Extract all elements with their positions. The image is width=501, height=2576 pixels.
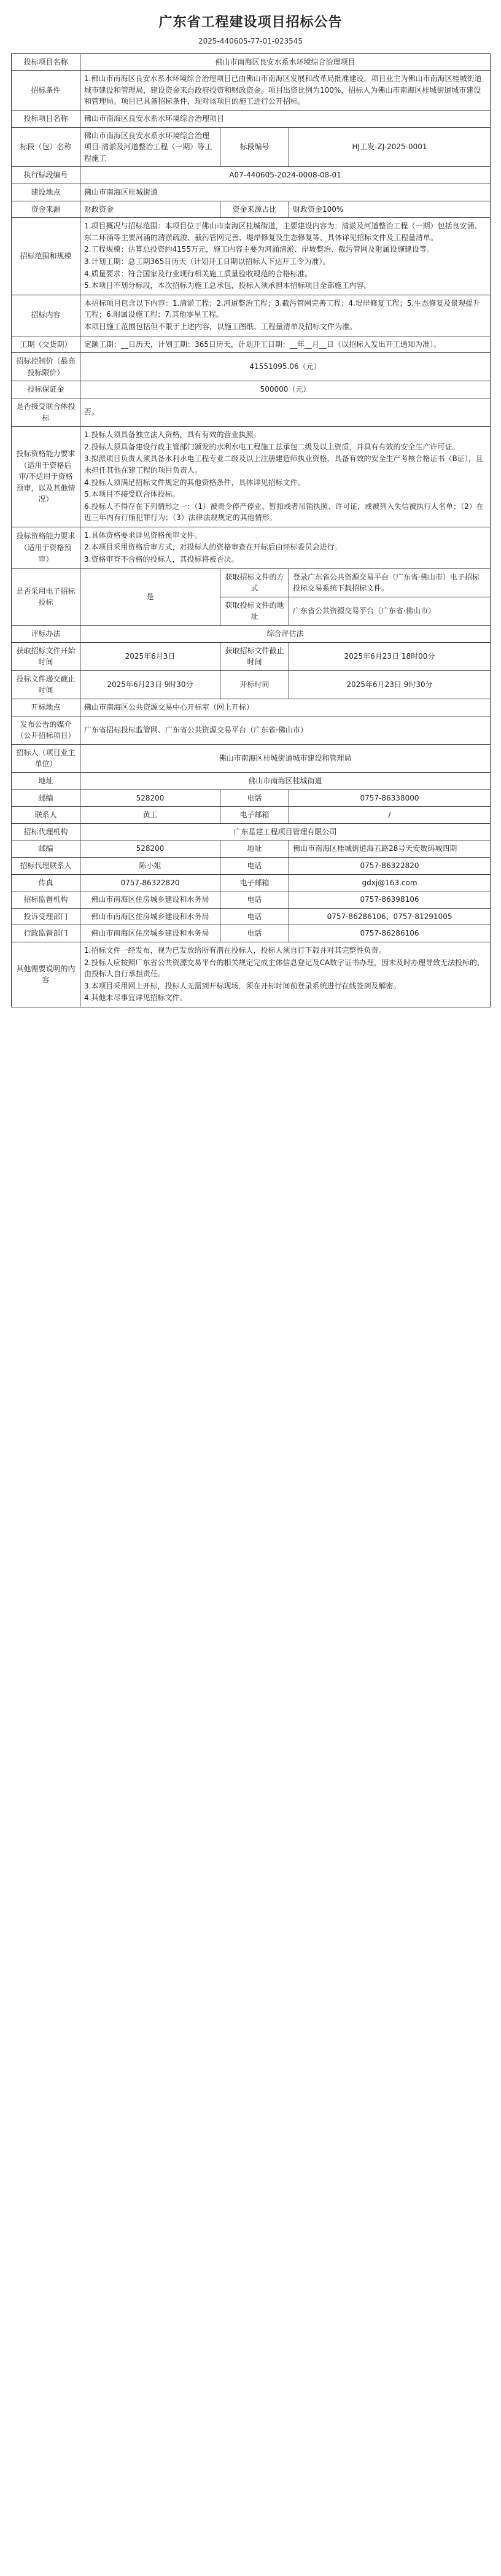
scope-line: 3.计划工期：总工期365日历天（计划开工日期以招标人下达开工令为准）。 [84,257,330,266]
row-procurement [12,53,491,71]
get-end-value: 2025年6月23日 18时00分 [289,642,491,670]
deposit-label: 投标保证金 [12,381,80,398]
admin-phone-label: 电话 [220,925,289,942]
row-agent-person [12,857,491,874]
admin-label: 行政监督部门 [12,925,80,942]
row-electronic [12,568,491,597]
phone-value: 0757-86338000 [289,789,491,807]
doc-get-label: 获取招标文件的方式 [220,568,289,597]
agent-postal-label: 邮编 [12,840,80,858]
qualification-line: 5.本项目不接受联合体投标。 [84,490,180,499]
exec-value: A07-440605-2024-0008-08-01 [80,167,491,184]
row-location [12,184,491,201]
ca-label: 获取投标文件的地址 [220,597,289,625]
publish-label: 发布公告的媒介（公开招标项目） [12,716,80,744]
other-label: 其他需要说明的内容 [12,942,80,1007]
bid-conditions-label: 招标条件 [12,71,80,111]
agent-phone-label: 电话 [220,857,289,874]
row-bid-conditions [12,71,491,111]
agent-addr-label: 地址 [220,840,289,858]
row-schedule [12,336,491,353]
row-get-time [12,642,491,670]
row-method [12,626,491,643]
electronic-label: 是否采用电子招标投标 [12,568,80,625]
agent-postal-value: 528200 [80,840,220,858]
qualification-line: 4.投标人须满足招标文件规定的其他资格条件，具体详见招标文件。 [84,478,305,487]
electronic-value: 是 [80,568,220,625]
doc-id: 2025-440605-77-01-023545 [198,37,303,46]
row-joint [12,398,491,426]
method-label: 评标办法 [12,626,80,643]
row-agent-fax [12,874,491,891]
row-tenderer-addr [12,772,491,789]
section-name-label: 标段（包）名称 [12,127,80,167]
scope-value [80,218,491,295]
tenderer-value: 佛山市南海区桂城街道城市建设和管理局 [80,744,491,772]
row-tenderer-postal [12,789,491,807]
row-price [12,353,491,381]
admin-phone-value: 0757-86286106 [289,925,491,942]
agent-email-label: 电子邮箱 [220,874,289,891]
scope-line: 4.质量要求：符合国家及行业现行相关施工质量验收规范的合格标准。 [84,269,313,278]
project-name-label: 投标项目名称 [12,111,80,128]
row-scope [12,218,491,295]
section-name-value: 佛山市南海区良安水系水环境综合治理项目-清淤及河道整治工程（一期）等工程施工 [80,127,220,167]
agent-addr-value: 佛山市南海区桂城街道海五路28号天安数码城四期 [289,840,491,858]
email-value: / [289,807,491,824]
evaluation-line: 2.本项目采用资格后审方式，对投标人的资格审查在开标后由评标委员会进行。 [84,543,342,552]
content-line: 本招标项目包含以下内容：1.清淤工程；2.河道整治工程；3.截污管网完善工程；4.堤岸修复工程；5.生态修复及景观提升工程；6.附属设施工程；7.其他零星工程。 [84,298,481,319]
ca-value: 广东省公共资源交易平台（广东省·佛山市） [289,597,491,625]
schedule-label: 工期（交货期） [12,336,80,353]
row-deposit [12,381,491,398]
tenderer-label: 招标人（项目业主单位） [12,744,80,772]
fund-ratio-value: 财政资金100% [289,201,491,218]
qualification-line: 6.投标人不得存在下列情形之一：（1）被责令停产停业、暂扣或者吊销执照、许可证，或被列入失信被执行人名单；（2）在近三年内有行贿犯罪行为；（3）法律法规规定的其他情形。 [84,502,484,522]
agent-value: 广东星建工程项目管理有限公司 [80,823,491,840]
admin-value: 佛山市南海区住房城乡建设和水务局 [80,925,220,942]
agent-label: 招标代理机构 [12,823,80,840]
fund-ratio-label: 资金来源占比 [220,201,289,218]
get-end-label: 获取招标文件截止时间 [220,642,289,670]
fund-label: 资金来源 [12,201,80,218]
doc-get-value: 登录广东省公共资源交易平台（广东省·佛山市）电子招标投标交易系统下载招标文件。 [289,568,491,597]
row-agent [12,823,491,840]
row-supervisor [12,891,491,909]
joint-value: 否。 [80,398,491,426]
row-qualification [12,427,491,527]
row-section-name [12,127,491,167]
scope-line: 2.工程规模：估算总投资约4155万元，施工内容主要为河涌清淤、岸坡整治、截污管网及附属设施建设等。 [84,245,434,254]
scope-line: 5.本项目不划分标段，本次招标为施工总承包，投标人须承担本招标项目全部施工内容。 [84,281,371,290]
supervisor-phone-value: 0757-86398106 [289,891,491,909]
other-line: 1.招标文件一经发布，视为已发放给所有潜在投标人，投标人须自行下载并对其完整性负责。 [84,945,386,955]
addr-value: 佛山市南海区桂城街道 [80,772,491,789]
other-line: 3.本项目采用网上开标，投标人无需到开标现场，须在开标时间前登录系统进行在线签到及解密。 [84,981,401,990]
open-time-label: 开标时间 [220,670,289,699]
row-evaluation-req [12,527,491,568]
qualification-line: 1.投标人须具备独立法人资格，具有有效的营业执照。 [84,430,261,440]
open-place-label: 开标地点 [12,699,80,716]
row-admin [12,925,491,942]
location-label: 建设地点 [12,184,80,201]
row-tenderer-person [12,807,491,824]
exec-label: 执行标段编号 [12,167,80,184]
bid-deadline-value: 2025年6月23日 9时30分 [80,670,220,699]
row-open-place [12,699,491,716]
get-start-label: 获取招标文件开始时间 [12,642,80,670]
agent-fax-label: 传真 [12,874,80,891]
doc-title: 广东省工程建设项目招标公告 [158,15,343,30]
method-value: 综合评估法 [80,626,491,643]
row-complaint [12,908,491,925]
complaint-phone-label: 电话 [220,908,289,925]
row-agent-postal [12,840,491,858]
publish-value: 广东省招标投标监管网、广东省公共资源交易平台（广东省·佛山市） [80,716,491,744]
row-fund [12,201,491,218]
get-start-value: 2025年6月3日 [80,642,220,670]
evaluation-line: 1.具体资格要求详见资格预审文件。 [84,530,202,540]
row-bid-time [12,670,491,699]
location-value: 佛山市南海区桂城街道 [80,184,491,201]
deposit-value: 500000（元） [80,381,491,398]
row-publish [12,716,491,744]
section-no-value: HJ工发-ZJ-2025-0001 [289,127,491,167]
row-content [12,295,491,336]
phone-label: 电话 [220,789,289,807]
notice-table [11,53,491,1007]
scope-line: 1.项目概况与招标范围：本项目位于佛山市南海区桂城街道，主要建设内容为：清淤及河道整治工程（一期）包括良安涌、东二环涌等主要河涌的清淤疏浚、截污管网完善、堤岸修复及生态修复等，具体详见招标文件及工程量清单。 [84,222,482,242]
email-label: 电子邮箱 [220,807,289,824]
content-value [80,295,491,336]
schedule-value: 定额工期：__日历天，计划工期：365日历天，计划开工日期：__年__月__日（以招标人发出开工通知为准）。 [80,336,491,353]
fund-value: 财政资金 [80,201,220,218]
procurement-label: 投标项目名称 [12,53,80,71]
bid-conditions-value: 1.佛山市南海区良安水系水环境综合治理项目已由佛山市南海区发展和改革局批准建设，项目业主为佛山市南海区桂城街道城市建设和管理局，建设资金来自政府投资和财政资金。项目出资比例为100%，招标人为佛山市南海区桂城街道城市建设和管理局。项目已具备招标条件，现对该项目的施工进行公开招标。 [80,71,491,111]
other-line: 4.其他未尽事宜详见招标文件。 [84,993,187,1003]
agent-person-label: 招标代理联系人 [12,857,80,874]
evaluation-req-label: 投标资格能力要求（适用于资格预审） [12,527,80,568]
row-tenderer [12,744,491,772]
complaint-phone-value: 0757-86286106、0757-81291005 [289,908,491,925]
supervisor-label: 招标监督机构 [12,891,80,909]
price-label: 招标控制价（最高投标限价） [12,353,80,381]
evaluation-line: 3.资格审查不合格的投标人，其投标将被否决。 [84,555,239,564]
complaint-value: 佛山市南海区住房城乡建设和水务局 [80,908,220,925]
content-line: 本项目施工范围包括但不限于上述内容，以施工图纸、工程量清单及招标文件为准。 [84,322,357,331]
joint-label: 是否接受联合体投标 [12,398,80,426]
price-value: 41551095.06（元） [80,353,491,381]
person-label: 联系人 [12,807,80,824]
open-time-value: 2025年6月23日 9时30分 [289,670,491,699]
row-other [12,942,491,1007]
qualification-label: 投标资格能力要求（适用于资格后审/不适用于资格预审，以及其他情况） [12,427,80,527]
agent-email-value: gdxj@163.com [289,874,491,891]
postal-label: 邮编 [12,789,80,807]
bid-deadline-label: 投标文件递交截止时间 [12,670,80,699]
section-no-label: 标段编号 [220,127,289,167]
row-exec [12,167,491,184]
complaint-label: 投诉受理部门 [12,908,80,925]
postal-value: 528200 [80,789,220,807]
other-line: 2.投标人应按照广东省公共资源交易平台的相关规定完成主体信息登记及CA数字证书办理，因未及时办理导致无法投标的，由投标人自行承担责任。 [84,958,485,979]
agent-phone-value: 0757-86322820 [289,857,491,874]
supervisor-phone-label: 电话 [220,891,289,909]
procurement-value: 佛山市南海区良安水系水环境综合治理项目 [80,53,491,71]
project-name-value: 佛山市南海区良安水系水环境综合治理项目 [80,111,491,128]
agent-person-value: 陈小姐 [80,857,220,874]
scope-label: 招标范围和规模 [12,218,80,295]
qualification-line: 2.投标人须具备建设行政主管部门颁发的水利水电工程施工总承包二级及以上资质，并具有有效的安全生产许可证。 [84,442,460,451]
row-project-name [12,111,491,128]
open-place-value: 佛山市南海区公共资源交易中心开标室（网上开标） [80,699,491,716]
agent-fax-value: 0757-86322820 [80,874,220,891]
person-value: 黄工 [80,807,220,824]
notice-page [11,0,490,1007]
other-value [80,942,491,1007]
qualification-line: 3.拟派项目负责人须具备水利水电工程专业二级及以上注册建造师执业资格，具备有效的安全生产考核合格证书（B证），且未担任其他在建工程的项目负责人。 [84,454,483,475]
content-label: 招标内容 [12,295,80,336]
addr-label: 地址 [12,772,80,789]
supervisor-value: 佛山市南海区住房城乡建设和水务局 [80,891,220,909]
evaluation-req-value [80,527,491,568]
qualification-value [80,427,491,527]
